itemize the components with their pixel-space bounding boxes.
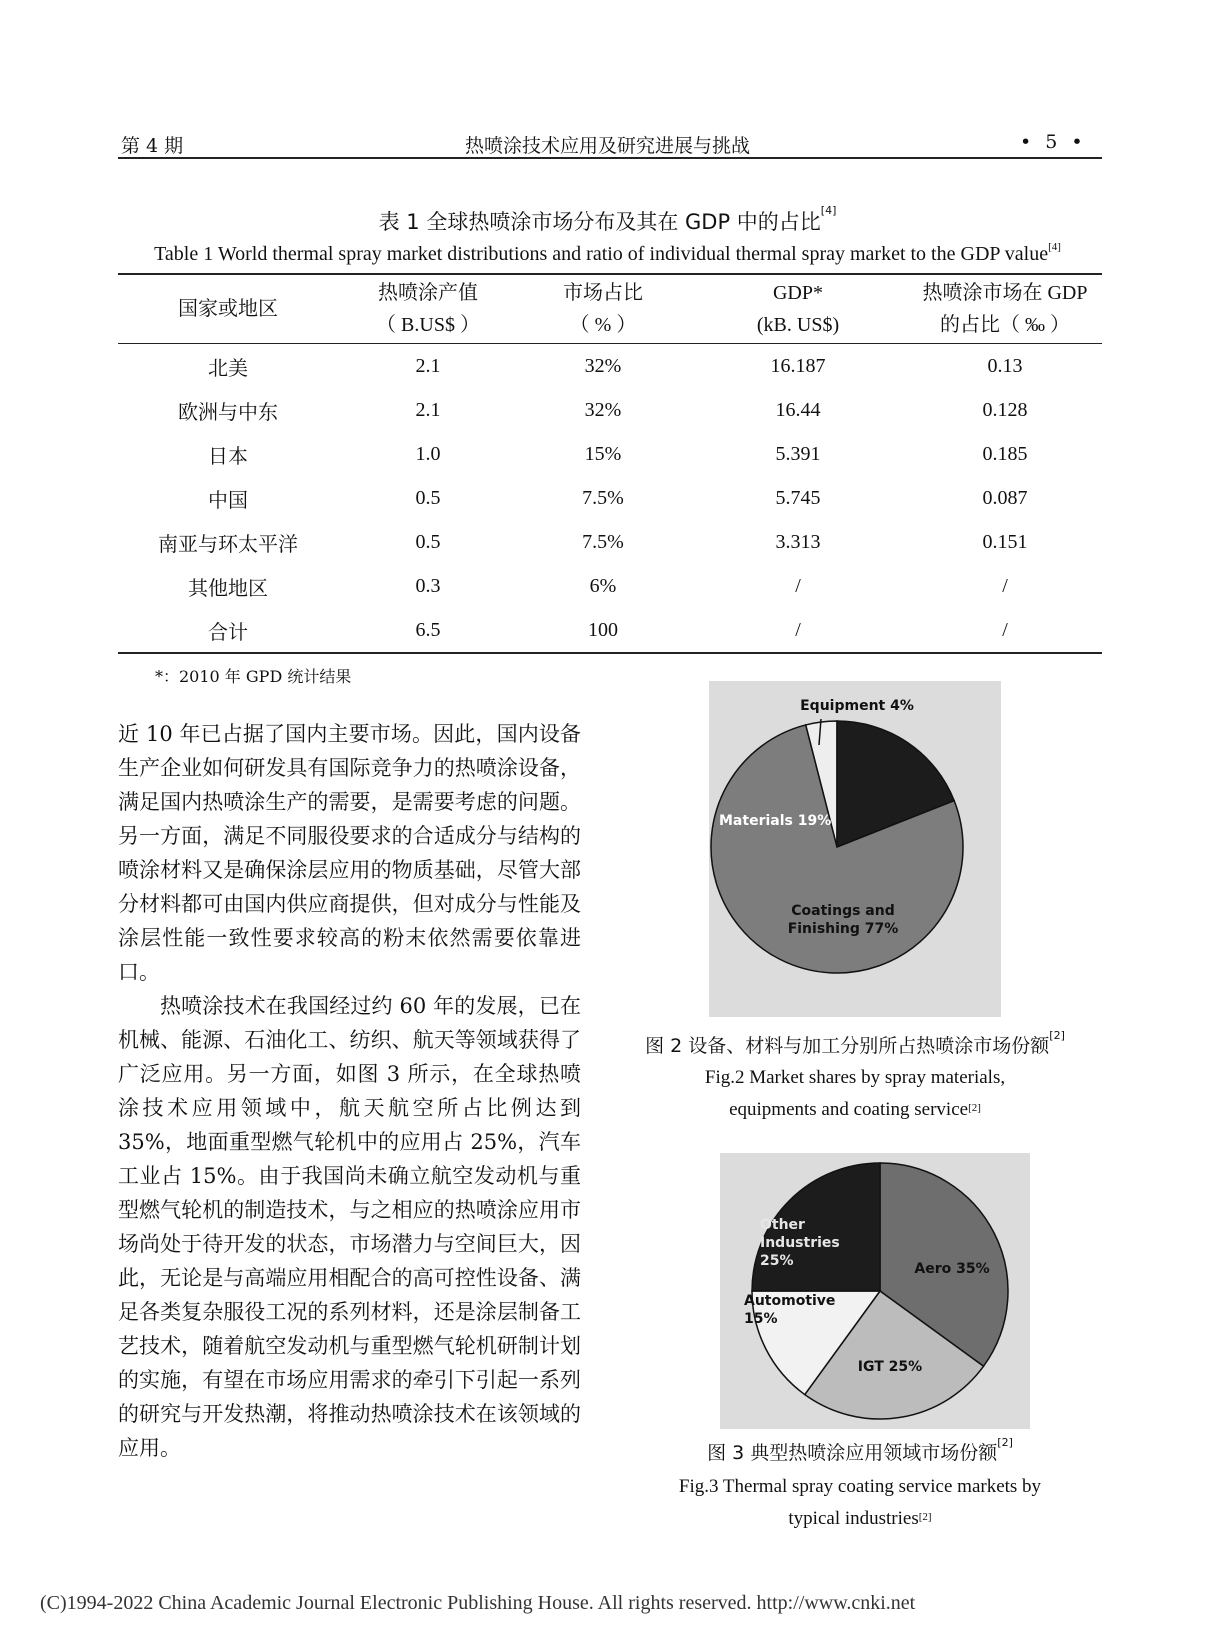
table-cell: 32% (584, 354, 622, 377)
table-cell: 2.1 (415, 398, 441, 421)
table-footnote: *：2010 年 GPD 统计结果 (155, 667, 352, 686)
table-row (118, 432, 1102, 476)
table-cell: 7.5% (582, 530, 624, 553)
table-cell: 北美 (208, 357, 248, 380)
header-rule (118, 157, 1102, 159)
table-header-cell: 市场占比 （ % ） (518, 274, 688, 344)
paragraph: 热喷涂技术在我国经过约 60 年的发展，已在机械、能源、石油化工、纺织、航天等领域获得了广泛应用。另一方面，如图 3 所示，在全球热喷涂技术应用领域中，航天航空所占比例达到 35%，地面重型燃气轮机中的应用占 25%，汽车工业占 15%。由于我国尚未确立航空发动机与重型燃气轮机的制造技术，与之相应的热喷涂应用市场尚处于待开发的状态，市场潜力与空间巨大，因此，无论是与高端应用相配合的高可控性设备、满足各类复杂服役工况的系列材料，还是涂层制备工艺技术，随着航空发动机与重型燃气轮机研制计划的实施，有望在市场应用需求的牵引下引起一系列的研究与开发热潮，将推动热喷涂技术在该领域的应用。 (118, 994, 581, 1460)
table-cell: 0.151 (982, 530, 1028, 553)
table-row (118, 608, 1102, 653)
table-row (118, 388, 1102, 432)
pie3-slice-label: IGT 25% (857, 1359, 923, 1375)
table-cell: 0.087 (982, 486, 1028, 509)
table-header-cell: GDP* (kB. US$) (688, 274, 908, 344)
pie2-slice-label: Coatings and (791, 903, 895, 919)
table-cell: / (688, 608, 908, 653)
table-cell: 6.5 (338, 608, 518, 653)
table-cell: 0.185 (982, 442, 1028, 465)
pie3-slice-label: Industries (760, 1235, 840, 1251)
table-cell: 2.1 (415, 354, 441, 377)
market-table (118, 273, 1102, 654)
table-cell: 合计 (118, 608, 338, 653)
pie3-slice-label: Aero 35% (914, 1261, 990, 1277)
table-cell: 0.3 (415, 574, 441, 597)
table-cell: 其他地区 (188, 577, 268, 600)
figure-3-caption-en: Fig.3 Thermal spray coating service markets by typical industries[2] (678, 1476, 1042, 1529)
table-row (118, 344, 1102, 389)
table-cell: / (1002, 574, 1008, 597)
table-cell: 7.5% (582, 486, 624, 509)
table-cell: 0.13 (987, 354, 1023, 377)
figure-2-pie-chart (709, 681, 1001, 1017)
pie3-slice-label: Other (760, 1217, 805, 1233)
table-cell: 0.128 (982, 398, 1028, 421)
table-row (118, 476, 1102, 520)
table-cell: 5.391 (775, 442, 821, 465)
table-cell: 16.44 (775, 398, 821, 421)
table-caption-en: Table 1 World thermal spray market distributions and ratio of individual thermal spray market to the GDP value[4] (154, 241, 1061, 265)
page-number: • 5 • (1020, 131, 1087, 153)
pie3-slice-label: Automotive (744, 1293, 836, 1309)
table-cell: 南亚与环太平洋 (158, 533, 298, 556)
table-cell: 中国 (208, 489, 248, 512)
pie2-slice-label: Equipment 4% (800, 698, 914, 714)
pie3-slice-label: 25% (760, 1253, 794, 1269)
table-header-cell: 国家或地区 (118, 274, 338, 344)
figure-3-pie-chart (720, 1153, 1030, 1429)
figure-3-caption-zh: 图 3 典型热喷涂应用领域市场份额[2] (707, 1436, 1013, 1464)
table-cell: 0.5 (415, 530, 441, 553)
table-cell: / (908, 608, 1102, 653)
pie2-slice-label: Finishing 77% (787, 921, 899, 937)
table-cell: 0.5 (415, 486, 441, 509)
figure-2-caption-zh: 图 2 设备、材料与加工分别所占热喷涂市场份额[2] (645, 1029, 1065, 1057)
table-cell: 3.313 (775, 530, 821, 553)
table-caption-zh: 表 1 全球热喷涂市场分布及其在 GDP 中的占比[4] (378, 204, 837, 234)
table-header-cell: 热喷涂市场在 GDP 的占比（ ‰ ） (908, 274, 1102, 344)
table-cell: 32% (584, 398, 622, 421)
table-cell: / (795, 574, 801, 597)
table-cell: 15% (584, 442, 622, 465)
table-header-cell: 热喷涂产值 （ B.US$ ） (338, 274, 518, 344)
paragraph: 近 10 年已占据了国内主要市场。因此，国内设备生产企业如何研发具有国际竞争力的热喷涂设备，满足国内热喷涂生产的需要，是需要考虑的问题。另一方面，满足不同服役要求的合适成分与结构的喷涂材料又是确保涂层应用的物质基础，尽管大部分材料都可由国内供应商提供，但对成分与性能及涂层性能一致性要求较高的粉末依然需要依靠进口。 (118, 722, 581, 984)
running-header-title: 热喷涂技术应用及研究进展与挑战 (464, 135, 750, 157)
table-cell: 欧洲与中东 (178, 401, 278, 424)
pie3-slice-label: 15% (744, 1311, 778, 1327)
pie2-slice-label: Materials 19% (719, 813, 832, 829)
table-row (118, 520, 1102, 564)
table-cell: 1.0 (415, 442, 441, 465)
body-text (118, 717, 581, 1465)
table-cell: 日本 (208, 445, 248, 468)
copyright-footer: (C)1994-2022 China Academic Journal Electronic Publishing House. All rights reserved. http://www.cnki.net (40, 1592, 916, 1614)
table-row (118, 564, 1102, 608)
table-cell: 6% (589, 574, 617, 597)
figure-2-caption-en: Fig.2 Market shares by spray materials, equipments and coating service[2] (704, 1067, 1006, 1120)
table-cell: 16.187 (770, 354, 826, 377)
table-cell: 5.745 (775, 486, 821, 509)
table-cell: 100 (518, 608, 688, 653)
running-header-issue: 第 4 期 (121, 135, 184, 157)
